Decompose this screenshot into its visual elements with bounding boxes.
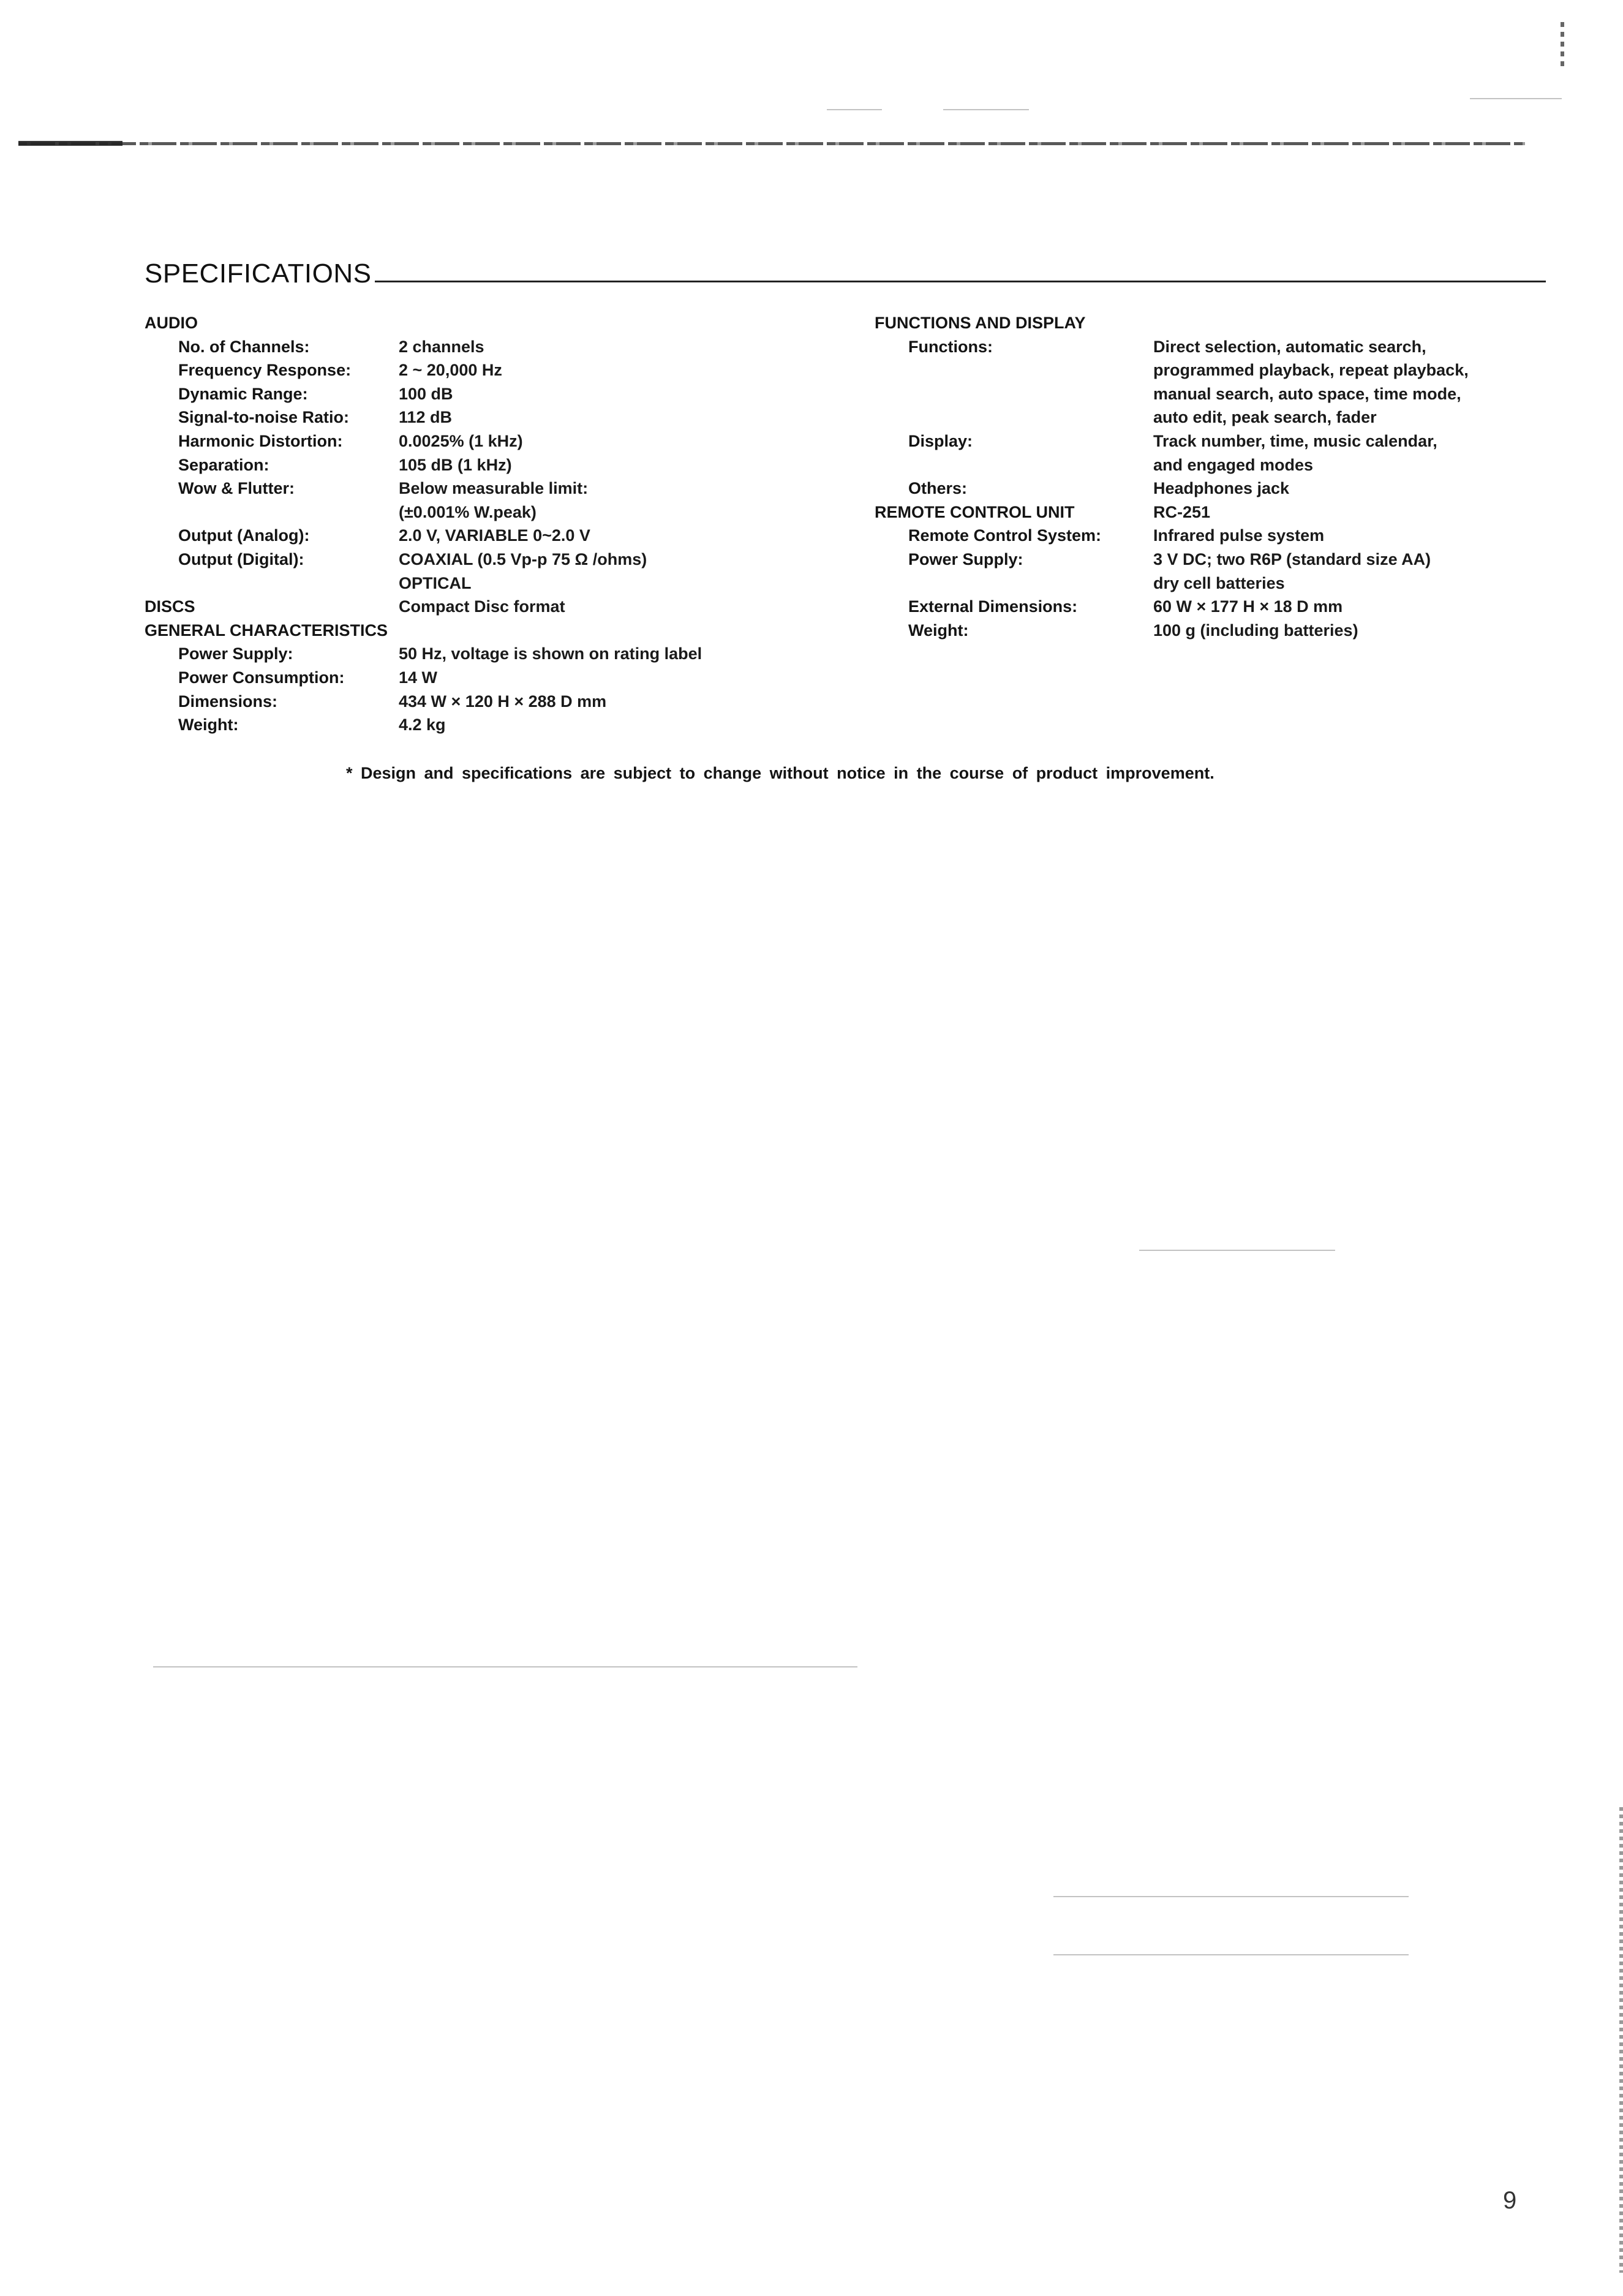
spec-column-left bbox=[145, 311, 849, 737]
spec-value: Infrared pulse system bbox=[1153, 526, 1325, 545]
scan-speck bbox=[1053, 1954, 1409, 1955]
spec-label: External Dimensions: bbox=[908, 597, 1078, 616]
spec-value: 14 W bbox=[399, 668, 438, 687]
spec-row bbox=[875, 429, 1542, 453]
spec-row bbox=[875, 524, 1542, 548]
spec-row bbox=[875, 595, 1542, 619]
spec-row bbox=[875, 477, 1542, 500]
spec-row bbox=[145, 548, 849, 572]
scan-speck bbox=[1053, 1896, 1409, 1897]
spec-row bbox=[875, 406, 1542, 429]
spec-value: 2 ~ 20,000 Hz bbox=[399, 361, 502, 380]
spec-row bbox=[875, 382, 1542, 406]
spec-value: Below measurable limit: bbox=[399, 479, 589, 498]
spec-label: Remote Control System: bbox=[908, 526, 1102, 545]
spec-value: auto edit, peak search, fader bbox=[1153, 408, 1377, 427]
spec-label: Wow & Flutter: bbox=[178, 479, 295, 498]
spec-column-right bbox=[875, 311, 1542, 642]
spec-label: Dynamic Range: bbox=[178, 384, 308, 403]
spec-row bbox=[145, 500, 849, 524]
spec-value: 60 W × 177 H × 18 D mm bbox=[1153, 597, 1343, 616]
spec-category: FUNCTIONS AND DISPLAY bbox=[875, 314, 1086, 332]
spec-row bbox=[145, 572, 849, 595]
spec-value: and engaged modes bbox=[1153, 455, 1314, 474]
spec-value: OPTICAL bbox=[399, 573, 472, 592]
spec-value: 2.0 V, VARIABLE 0~2.0 V bbox=[399, 526, 590, 545]
scan-speck bbox=[153, 1666, 857, 1667]
spec-row bbox=[145, 406, 849, 429]
spec-label: Display: bbox=[908, 431, 973, 450]
spec-label: No. of Channels: bbox=[178, 337, 310, 356]
spec-label: Weight: bbox=[908, 621, 969, 640]
spec-row bbox=[145, 429, 849, 453]
spec-label: Output (Digital): bbox=[178, 549, 304, 568]
spec-row bbox=[875, 453, 1542, 477]
spec-value: Compact Disc format bbox=[399, 597, 565, 616]
scan-artifact-line bbox=[18, 142, 1525, 145]
spec-value: 112 dB bbox=[399, 408, 453, 427]
spec-value: 4.2 kg bbox=[399, 716, 446, 734]
spec-label: Power Supply: bbox=[178, 644, 293, 663]
spec-row bbox=[145, 524, 849, 548]
scan-corner-mark bbox=[1561, 22, 1564, 71]
spec-value: 434 W × 120 H × 288 D mm bbox=[399, 692, 607, 711]
spec-row bbox=[145, 690, 849, 714]
spec-category-row bbox=[875, 500, 1542, 524]
spec-category: GENERAL CHARACTERISTICS bbox=[145, 621, 388, 640]
scan-speck bbox=[1139, 1250, 1335, 1251]
spec-label: Power Consumption: bbox=[178, 668, 345, 687]
spec-row bbox=[875, 572, 1542, 595]
page-number: 9 bbox=[1503, 2187, 1517, 2214]
spec-value: Direct selection, automatic search, bbox=[1153, 337, 1426, 356]
spec-value: 2 channels bbox=[399, 337, 484, 356]
spec-value: Headphones jack bbox=[1153, 479, 1290, 498]
spec-row bbox=[875, 358, 1542, 382]
spec-category: DISCS bbox=[145, 597, 195, 616]
spec-value: dry cell batteries bbox=[1153, 573, 1285, 592]
spec-row bbox=[145, 335, 849, 359]
spec-value: 3 V DC; two R6P (standard size AA) bbox=[1153, 549, 1431, 568]
scan-speck bbox=[1470, 98, 1562, 99]
spec-label: Harmonic Distortion: bbox=[178, 431, 343, 450]
spec-value: RC-251 bbox=[1153, 502, 1211, 521]
spec-label: Output (Analog): bbox=[178, 526, 310, 545]
spec-label: Frequency Response: bbox=[178, 361, 352, 380]
spec-row bbox=[875, 548, 1542, 572]
spec-label: Separation: bbox=[178, 455, 269, 474]
spec-value: COAXIAL (0.5 Vp-p 75 Ω /ohms) bbox=[399, 549, 647, 568]
spec-row bbox=[145, 666, 849, 690]
spec-row bbox=[875, 335, 1542, 359]
spec-category-row bbox=[145, 619, 849, 643]
title-rule bbox=[375, 281, 1546, 282]
spec-label: Functions: bbox=[908, 337, 993, 356]
spec-value: Track number, time, music calendar, bbox=[1153, 431, 1437, 450]
spec-label: Signal-to-noise Ratio: bbox=[178, 408, 349, 427]
scan-artifact-mark bbox=[18, 141, 122, 146]
spec-value: 50 Hz, voltage is shown on rating label bbox=[399, 644, 702, 663]
spec-label: Power Supply: bbox=[908, 549, 1023, 568]
scan-speck bbox=[827, 109, 882, 110]
spec-value: 105 dB (1 kHz) bbox=[399, 455, 512, 474]
spec-row bbox=[145, 453, 849, 477]
spec-value: 100 g (including batteries) bbox=[1153, 621, 1358, 640]
spec-label: Weight: bbox=[178, 716, 239, 734]
spec-category-row bbox=[145, 311, 849, 335]
spec-row bbox=[145, 382, 849, 406]
scan-speck bbox=[943, 109, 1029, 110]
spec-row bbox=[145, 713, 849, 737]
footnote: * Design and specifications are subject to change without notice in the course of product improvement. bbox=[346, 764, 1214, 782]
spec-category: REMOTE CONTROL UNIT bbox=[875, 502, 1075, 521]
spec-category: AUDIO bbox=[145, 314, 198, 332]
page-title: SPECIFICATIONS bbox=[145, 259, 372, 289]
spec-value: (±0.001% W.peak) bbox=[399, 502, 537, 521]
spec-value: 0.0025% (1 kHz) bbox=[399, 431, 523, 450]
spec-value: manual search, auto space, time mode, bbox=[1153, 384, 1461, 403]
spec-label: Dimensions: bbox=[178, 692, 278, 711]
spec-row bbox=[145, 358, 849, 382]
spec-value: programmed playback, repeat playback, bbox=[1153, 361, 1469, 380]
spec-label: Others: bbox=[908, 479, 968, 498]
scan-edge-mark bbox=[1619, 1807, 1623, 2273]
spec-row bbox=[145, 642, 849, 666]
spec-value: 100 dB bbox=[399, 384, 453, 403]
spec-row bbox=[145, 477, 849, 500]
spec-category-row bbox=[145, 595, 849, 619]
spec-row bbox=[875, 619, 1542, 643]
spec-category-row bbox=[875, 311, 1542, 335]
